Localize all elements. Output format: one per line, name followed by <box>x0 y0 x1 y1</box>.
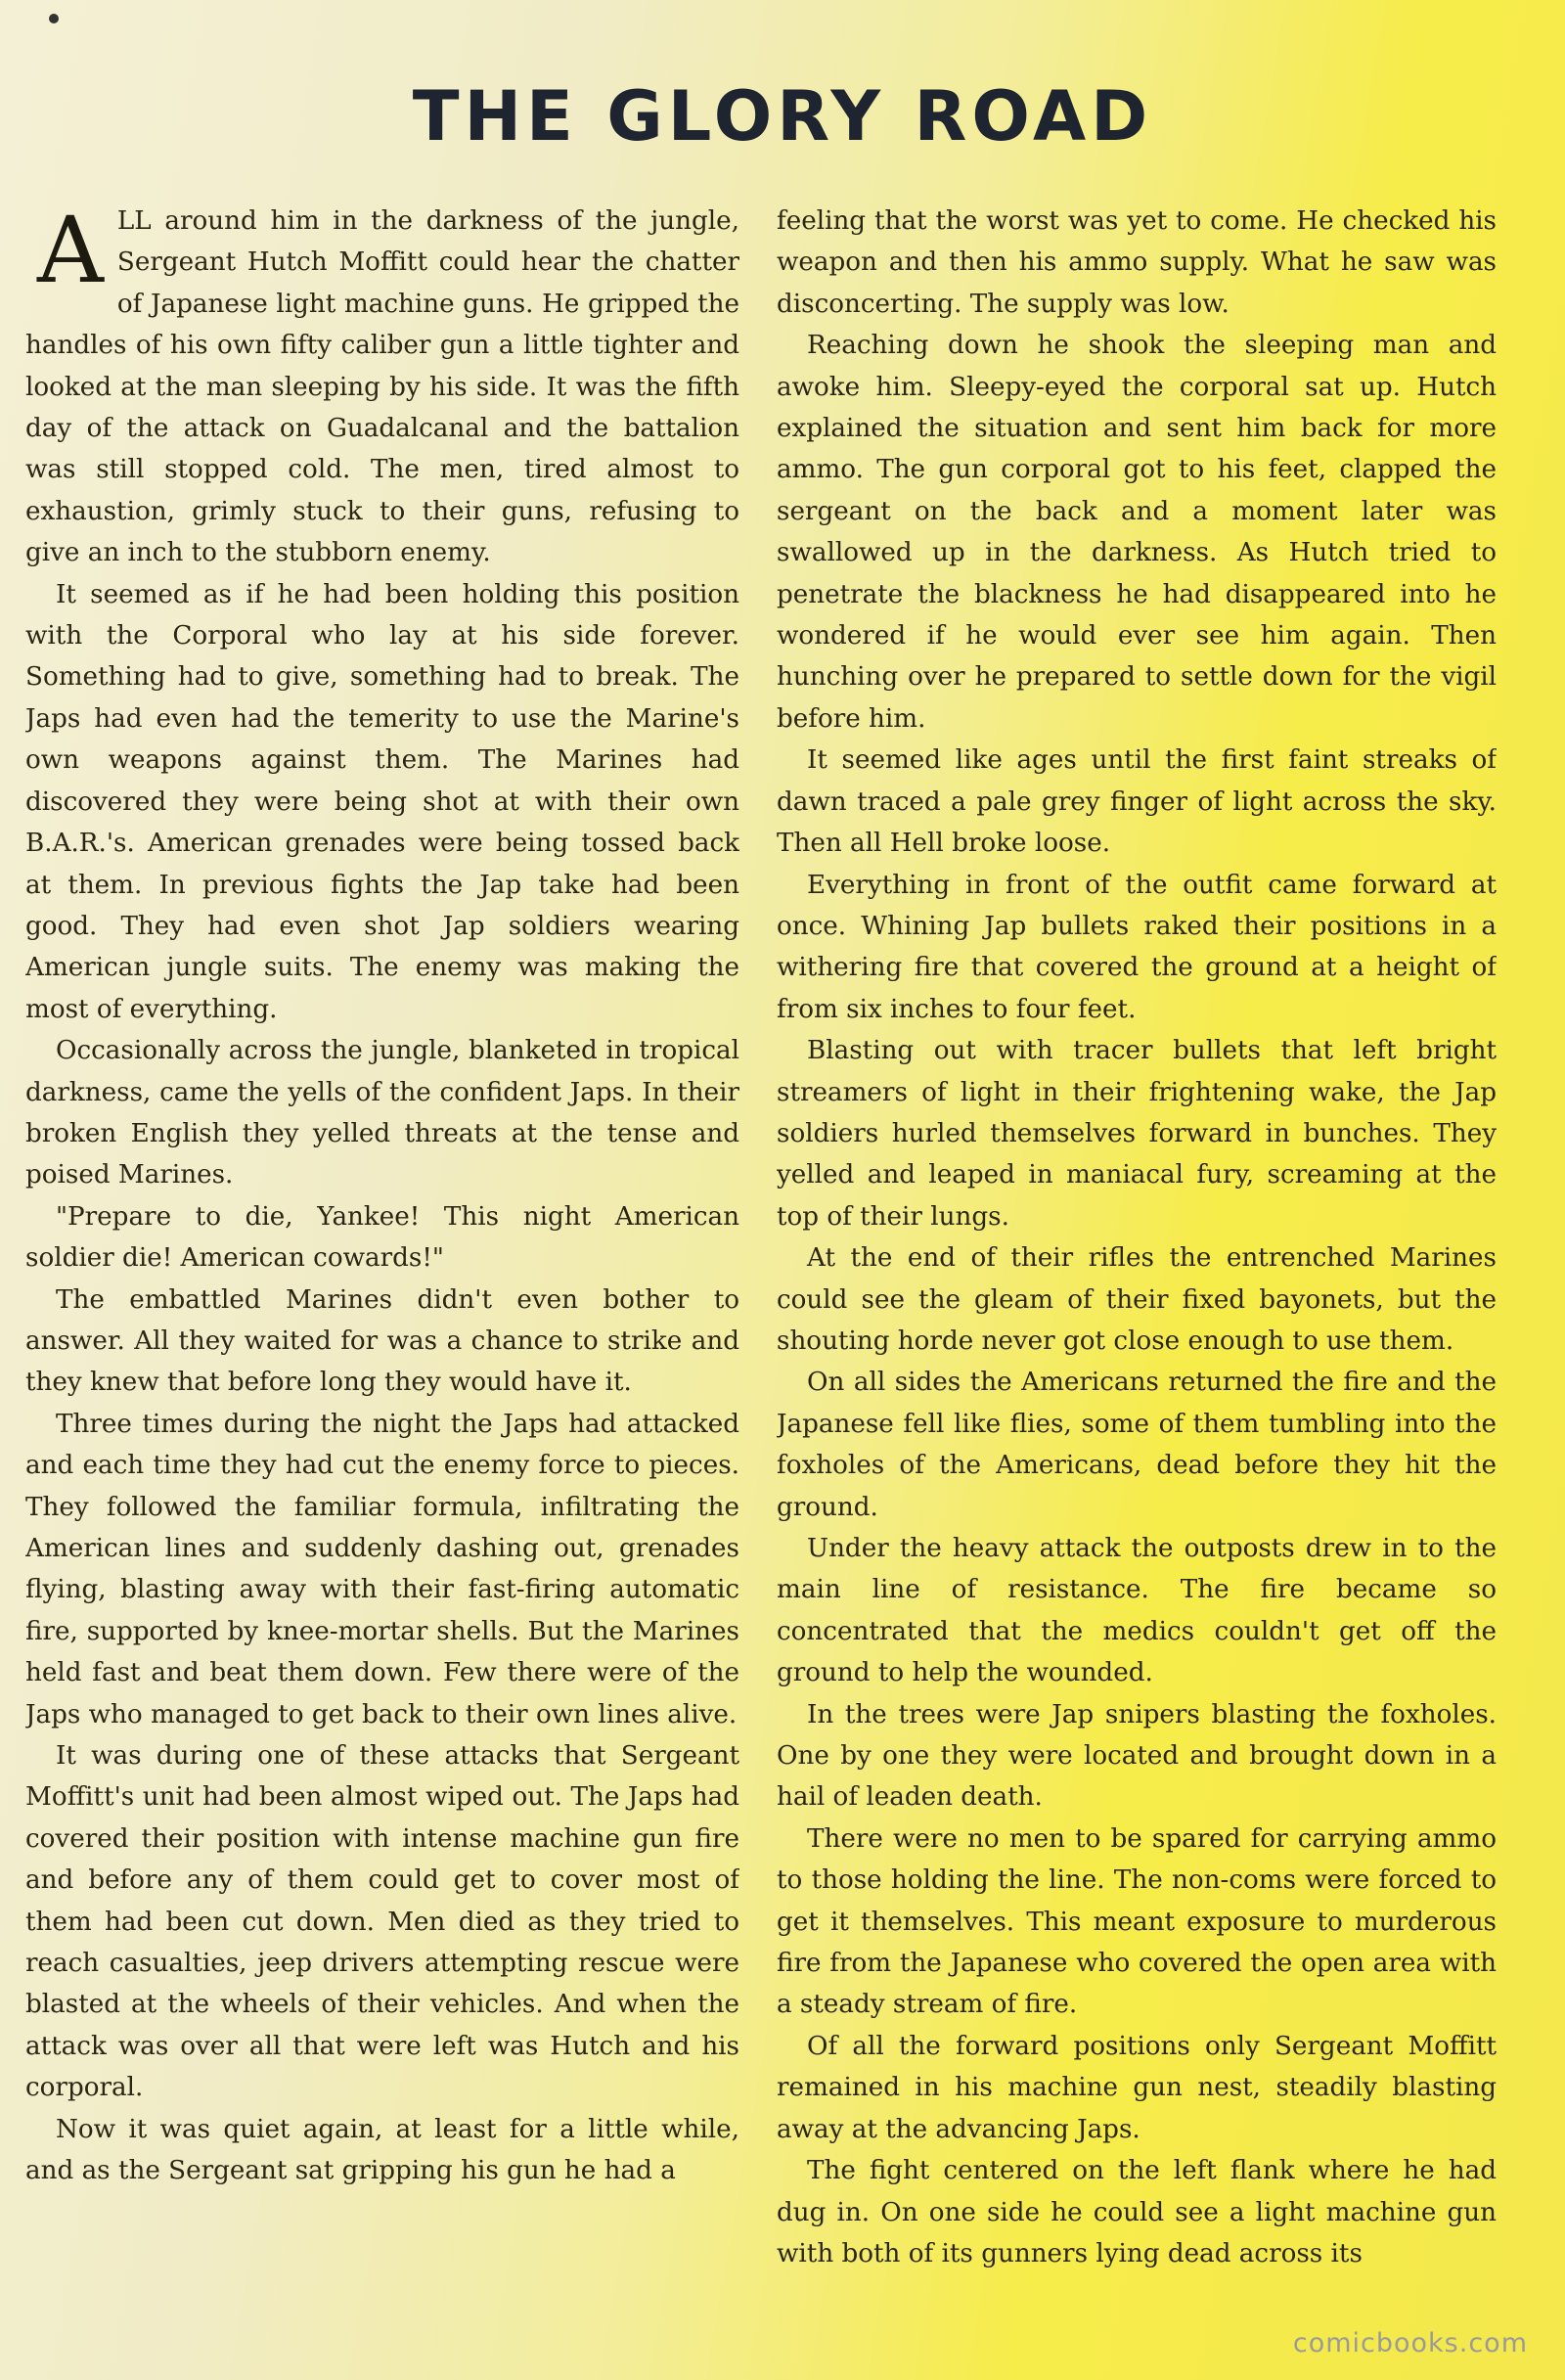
paragraph: Reaching down he shook the sleeping man and awoke him. Sleepy-eyed the corporal sat up. Hutch explained the situation and sent him back for more ammo. The gun corporal got to his feet, clapped the sergeant on the back and a moment later was swallowed up in the darkness. As Hutch tried to penetrate the blackness he had disappeared into he wondered if he would ever see him again. Then hunching over he prepared to settle down for the vigil before him. <box>777 331 1497 734</box>
paragraph: Three times during the night the Japs had attacked and each time they had cut the enemy force to pieces. They followed the familiar formula, infiltrating the American lines and suddenly dashing out, grenades flying, blasting away with their fast-firing automatic fire, supported by knee-mortar shells. But the Marines held fast and beat them down. Few there were of the Japs who managed to get back to their own lines alive. <box>25 1409 739 1729</box>
paragraph: On all sides the Americans returned the fire and the Japanese fell like flies, some of them tumbling into the foxholes of the Americans, dead before they hit the ground. <box>777 1368 1497 1522</box>
paragraph-text: LL around him in the darkness of the jungle, Sergeant Hutch Moffitt could hear the chatter of Japanese light machine guns. He gripped the handles of his own fifty caliber gun a little tighter and looked at the man sleeping by his side. It was the fifth day of the attack on Guadalcanal and the battalion was still stopped cold. The men, tired almost to exhaustion, grimly stuck to their guns, refusing to give an inch to the stubborn enemy. <box>25 206 739 568</box>
paragraph: Everything in front of the outfit came forward at once. Whining Jap bullets raked their positions in a withering fire that covered the ground at a height of from six inches to four feet. <box>777 870 1497 1024</box>
paragraph: Under the heavy attack the outposts drew in to the main line of resistance. The fire became so concentrated that the medics couldn't get off the ground to help the wounded. <box>777 1534 1497 1688</box>
left-column <box>25 201 739 2279</box>
paragraph: The fight centered on the left flank where he had dug in. On one side he could see a light machine gun with both of its gunners lying dead across its <box>777 2156 1497 2268</box>
paragraph: It was during one of these attacks that Sergeant Moffitt's unit had been almost wiped out. The Japs had covered their position with intense machine gun fire and before any of them could get to cover most of them had been cut down. Men died as they tried to reach casualties, jeep drivers attempting rescue were blasted at the wheels of their vehicles. And when the attack was over all that were left was Hutch and his corporal. <box>25 1741 739 2103</box>
paragraph: It seemed as if he had been holding this position with the Corporal who lay at his side forever. Something had to give, something had to break. The Japs had even had the temerity to use the Marine's own weapons against them. The Marines had discovered they were being shot at with their own B.A.R.'s. American grenades were being tossed back at them. In previous fights the Jap take had been good. They had even shot Jap soldiers wearing American jungle suits. The enemy was making the most of everything. <box>25 579 739 1024</box>
watermark: comicbooks.com <box>1292 2328 1528 2358</box>
paragraph: feeling that the worst was yet to come. He checked his weapon and then his ammo supply. What he saw was disconcerting. The supply was low. <box>777 206 1497 319</box>
paragraph <box>25 201 739 574</box>
paragraph: Blasting out with tracer bullets that left bright streamers of light in their frightening wake, the Jap soldiers hurled themselves forward in bunches. They yelled and leaped in maniacal fury, screaming at the top of their lungs. <box>777 1036 1497 1232</box>
paragraph: The embattled Marines didn't even bother to answer. All they waited for was a chance to strike and they knew that before long they would have it. <box>25 1284 739 1398</box>
paragraph: There were no men to be spared for carrying ammo to those holding the line. The non-coms were forced to get it themselves. This meant exposure to murderous fire from the Japanese who covered the open area with a steady stream of fire. <box>777 1823 1497 2020</box>
paragraph: It seemed like ages until the first faint streaks of dawn traced a pale grey finger of light across the sky. Then all Hell broke loose. <box>777 745 1497 859</box>
right-column <box>777 201 1497 2279</box>
story-title: THE GLORY ROAD <box>412 76 1153 157</box>
drop-cap: A <box>37 201 104 304</box>
paragraph: Occasionally across the jungle, blanketed in tropical darkness, came the yells of the confident Japs. In their broken English they yelled threats at the tense and poised Marines. <box>25 1036 739 1190</box>
paragraph: Of all the forward positions only Sergeant Moffitt remained in his machine gun nest, steadily blasting away at the advancing Japs. <box>777 2031 1497 2144</box>
page-speck <box>49 14 59 23</box>
paragraph: At the end of their rifles the entrenched Marines could see the gleam of their fixed bayonets, but the shouting horde never got close enough to use them. <box>777 1243 1497 1356</box>
paragraph: Now it was quiet again, at least for a little while, and as the Sergeant sat gripping his gun he had a <box>25 2114 739 2186</box>
paragraph: In the trees were Jap snipers blasting the foxholes. One by one they were located and brought down in a hail of leaden death. <box>777 1699 1497 1813</box>
paragraph: "Prepare to die, Yankee! This night American soldier die! American cowards!" <box>25 1201 739 1274</box>
